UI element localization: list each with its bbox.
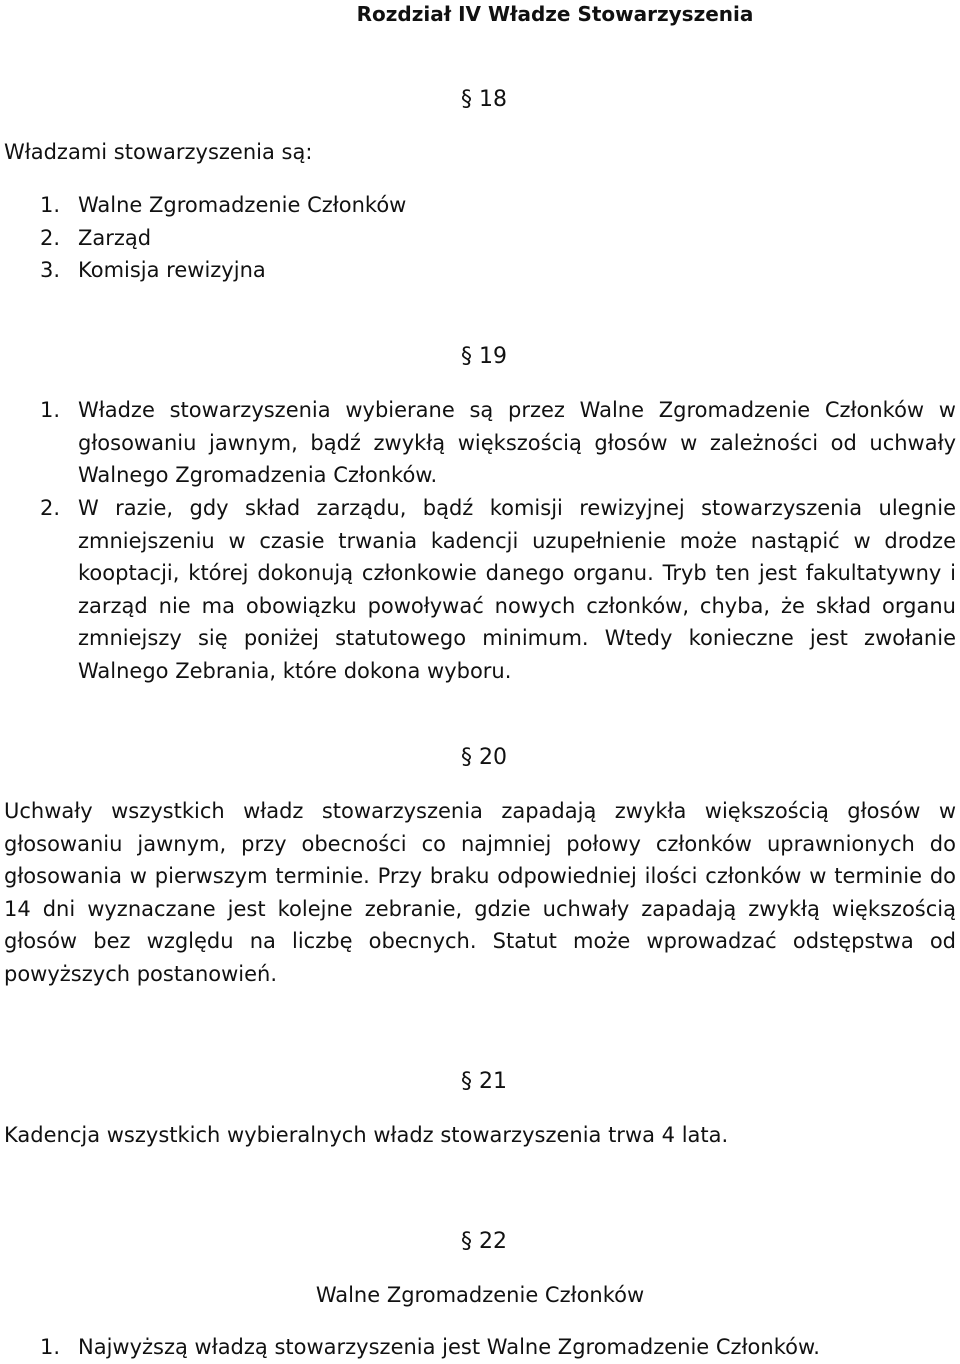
section-22-title: Walne Zgromadzenie Członków [315,1283,645,1307]
section-21-heading [461,1066,507,1099]
section-22-list [40,1331,956,1363]
section-18-heading [461,84,507,117]
list-item-number: 2. [40,225,61,250]
list-item-text: W razie, gdy skład zarządu, bądź komisji rewizyjnej stowarzyszenia ulegnie zmniejszeniu w czasie trwania kadencji uzupełnienie może nastąpić w drodze kooptacji, której dokonują członkowie danego organu. Tryb ten jest fakultatywny i zarząd nie ma obowiązku powoływać nowych członków, chyba, że skład organu zmniejszy się poniżej statutowego minimum. Wtedy konieczne jest zwołanie Walnego Zebrania, które dokona wyboru. [78,496,956,683]
section-18-list [40,189,940,289]
section-sign: § [461,1229,472,1254]
section-19-list [40,394,956,694]
section-sign: § [461,87,472,112]
section-18-intro: Władzami stowarzyszenia są: [4,140,313,164]
list-item-number: 1. [40,398,61,422]
section-20-heading [461,742,507,775]
section-20-text: Uchwały wszystkich władz stowarzyszenia zapadają zwykła większością głosów w głosowaniu jawnym, przy obecności co najmniej połowy członków uprawnionych do głosowania w pierwszym terminie. Przy braku odpowiedniej ilości członków w terminie do 14 dni wyznaczane jest kolejne zebranie, gdzie uchwały zapadają zwykłą większością głosów bez względu na liczbę obecnych. Statut może wprowadzać odstępstwa od powyższych postanowień. [4,799,956,986]
list-item-text: Władze stowarzyszenia wybierane są przez Walne Zgromadzenie Członków w głosowaniu jawnym, bądź zwykłą większością głosów w zależności od uchwały Walnego Zgromadzenia Członków. [78,398,956,487]
section-sign: § [461,344,472,369]
list-item-text: Komisja rewizyjna [78,258,266,282]
list-item-number: 1. [40,193,61,217]
list-item-number: 3. [40,258,61,282]
section-number: 22 [479,1229,507,1254]
section-19-heading [461,341,507,374]
section-sign: § [461,1069,472,1094]
section-number: 19 [479,344,507,369]
section-number: 18 [479,87,507,112]
list-item-text: Najwyższą władzą stowarzyszenia jest Walne Zgromadzenie Członków. [78,1335,820,1359]
list-item-number: 1. [40,1335,61,1359]
list-item-text: Walne Zgromadzenie Członków [78,193,407,217]
section-sign: § [461,745,472,770]
list-item-text: Zarząd [78,225,152,250]
section-number: 20 [479,745,507,770]
section-number: 21 [479,1069,507,1094]
list-item-number: 2. [40,496,61,520]
chapter-title: Rozdział IV Władze Stowarzyszenia [356,2,754,26]
section-21-text: Kadencja wszystkich wybieralnych władz stowarzyszenia trwa 4 lata. [4,1123,729,1147]
section-22-heading [461,1226,507,1259]
